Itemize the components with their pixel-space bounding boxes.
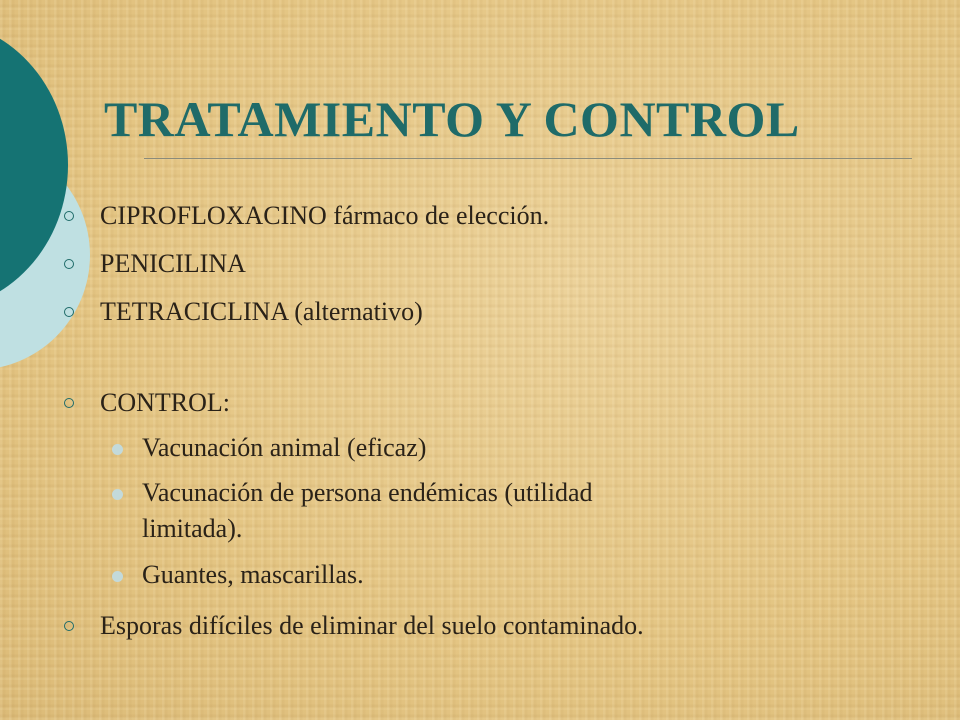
dot-bullet-icon: [112, 571, 123, 582]
bullet-item: TETRACICLINA (alternativo): [100, 297, 423, 326]
sub-bullet-item-line: limitada).: [142, 514, 243, 543]
ring-bullet-icon: [64, 398, 74, 408]
slide-title: TRATAMIENTO Y CONTROL: [104, 91, 800, 147]
ring-bullet-icon: [64, 211, 74, 221]
sub-bullet-item: Guantes, mascarillas.: [142, 560, 364, 589]
bullet-item: CIPROFLOXACINO fármaco de elección.: [100, 201, 550, 230]
dot-bullet-icon: [112, 489, 123, 500]
ring-bullet-icon: [64, 307, 74, 317]
bullet-item: PENICILINA: [100, 249, 246, 278]
ring-bullet-icon: [64, 259, 74, 269]
dot-bullet-icon: [112, 444, 123, 455]
sub-bullet-item-line: Vacunación de persona endémicas (utilidad: [142, 478, 593, 507]
bullet-item: CONTROL:: [100, 388, 230, 417]
bullet-item: Esporas difíciles de eliminar del suelo contaminado.: [100, 611, 644, 640]
ring-bullet-icon: [64, 621, 74, 631]
sub-bullet-item: Vacunación animal (eficaz): [142, 433, 427, 462]
